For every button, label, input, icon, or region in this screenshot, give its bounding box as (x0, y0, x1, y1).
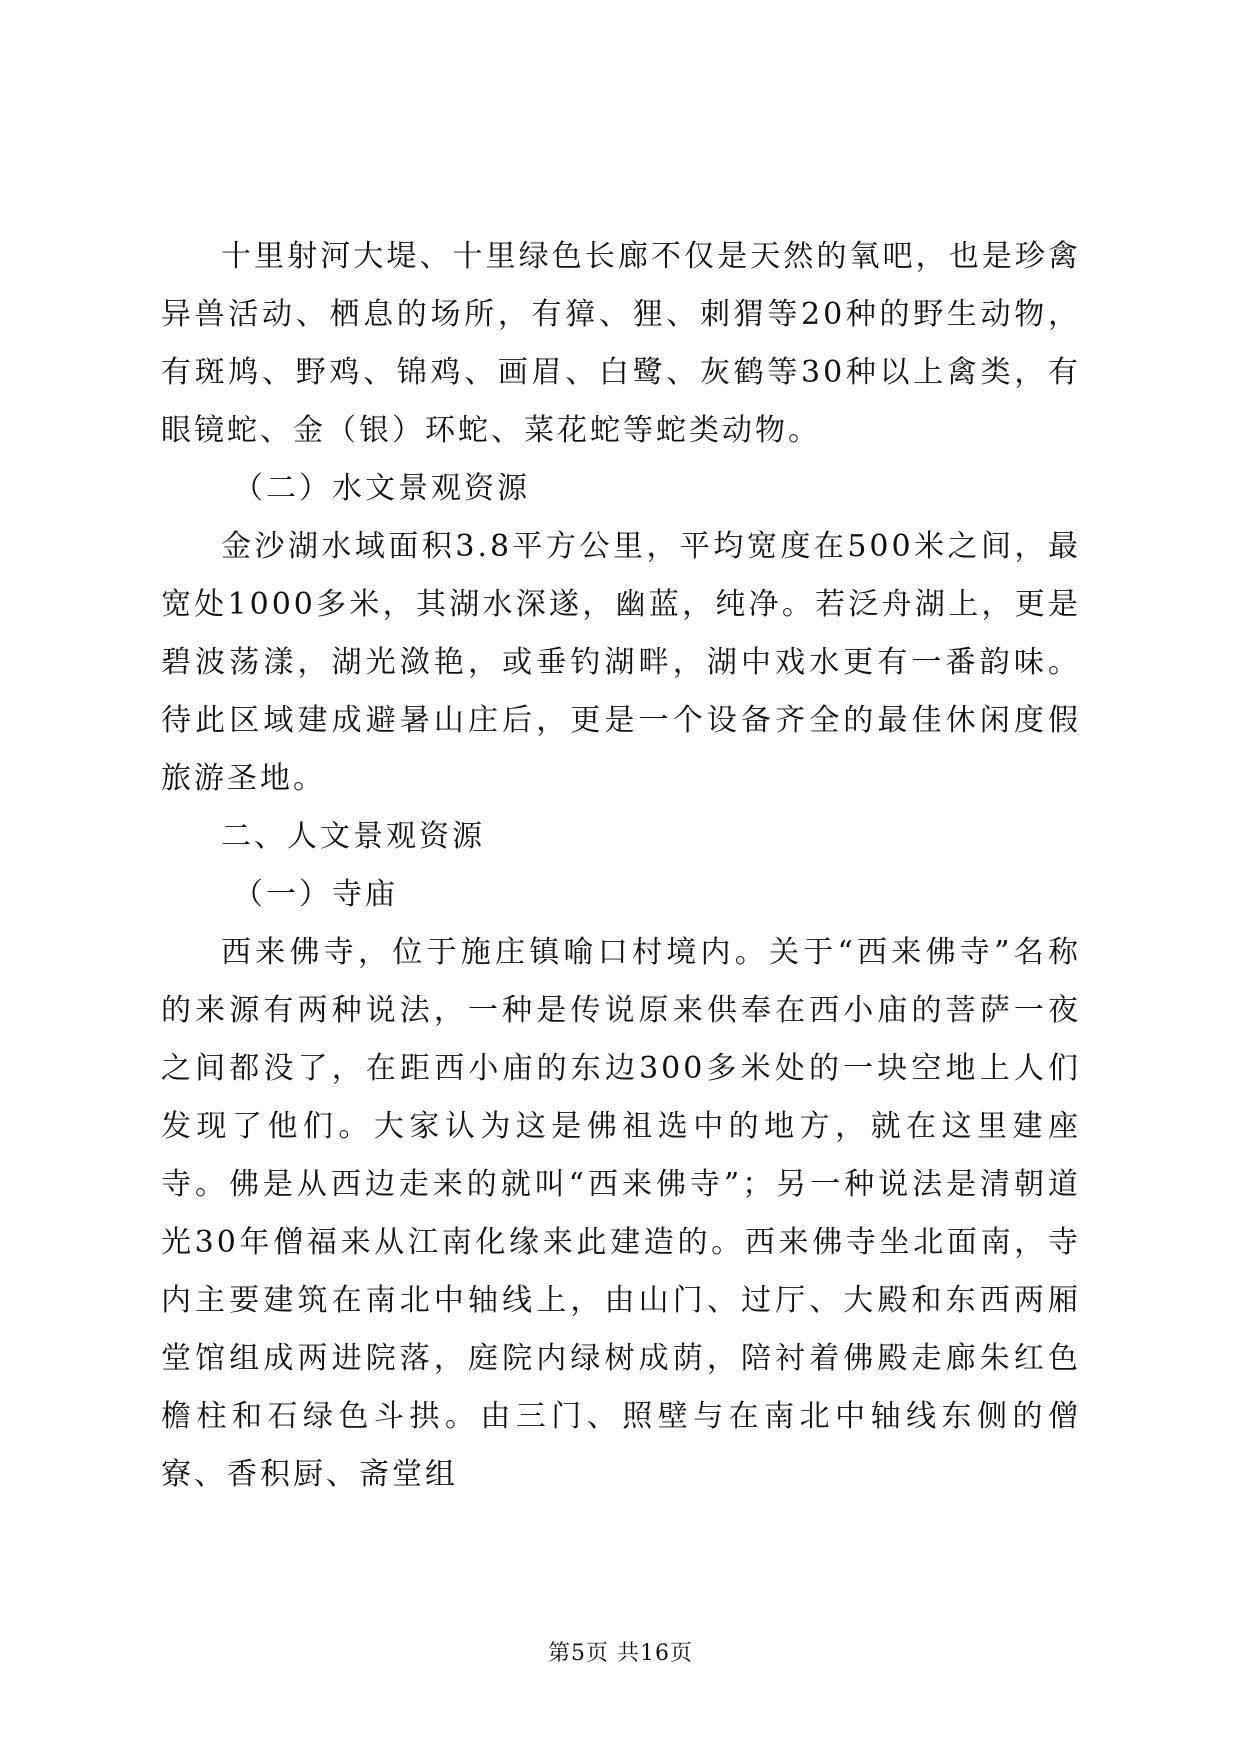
paragraph-xilai-temple: 西来佛寺，位于施庄镇喻口村境内。关于“西来佛寺”名称的来源有两种说法，一种是传说原来供奉在西小庙的菩萨一夜之间都没了，在距西小庙的东边300多米处的一块空地上人们发现了他们。大家认为这是佛祖选中的地方，就在这里建座寺。佛是从西边走来的就叫“西来佛寺”；另一种说法是清朝道光30年僧福来从江南化缘来此建造的。西来佛寺坐北面南，寺内主要建筑在南北中轴线上，由山门、过厅、大殿和东西两厢堂馆组成两进院落，庭院内绿树成荫，陪衬着佛殿走廊朱红色檐柱和石绿色斗拱。由三门、照壁与在南北中轴线东侧的僧寮、香积厨、斋堂组 (161, 935, 1081, 1492)
body-text (161, 228, 1081, 1504)
paragraph-wildlife: 十里射河大堤、十里绿色长廊不仅是天然的氧吧，也是珍禽异兽活动、栖息的场所，有獐、狸、刺猬等20种的野生动物，有斑鸠、野鸡、锦鸡、画眉、白鹭、灰鹤等30种以上禽类，有眼镜蛇、金（银）环蛇、菜花蛇等蛇类动物。 (161, 239, 1081, 448)
paragraph-jinsha-lake: 金沙湖水域面积3.8平方公里，平均宽度在500米之间，最宽处1000多米，其湖水深遂，幽蓝，纯净。若泛舟湖上，更是碧波荡漾，湖光潋艳，或垂钓湖畔，湖中戏水更有一番韵味。待此区域建成避暑山庄后，更是一个设备齐全的最佳休闲度假旅游圣地。 (161, 529, 1081, 796)
section-heading-cultural: 二、人文景观资源 (221, 819, 485, 854)
page-footer: 第5页 共16页 (548, 1641, 693, 1666)
section-heading-hydrology: （二）水文景观资源 (233, 471, 530, 506)
section-heading-temples: （一）寺庙 (233, 877, 398, 912)
